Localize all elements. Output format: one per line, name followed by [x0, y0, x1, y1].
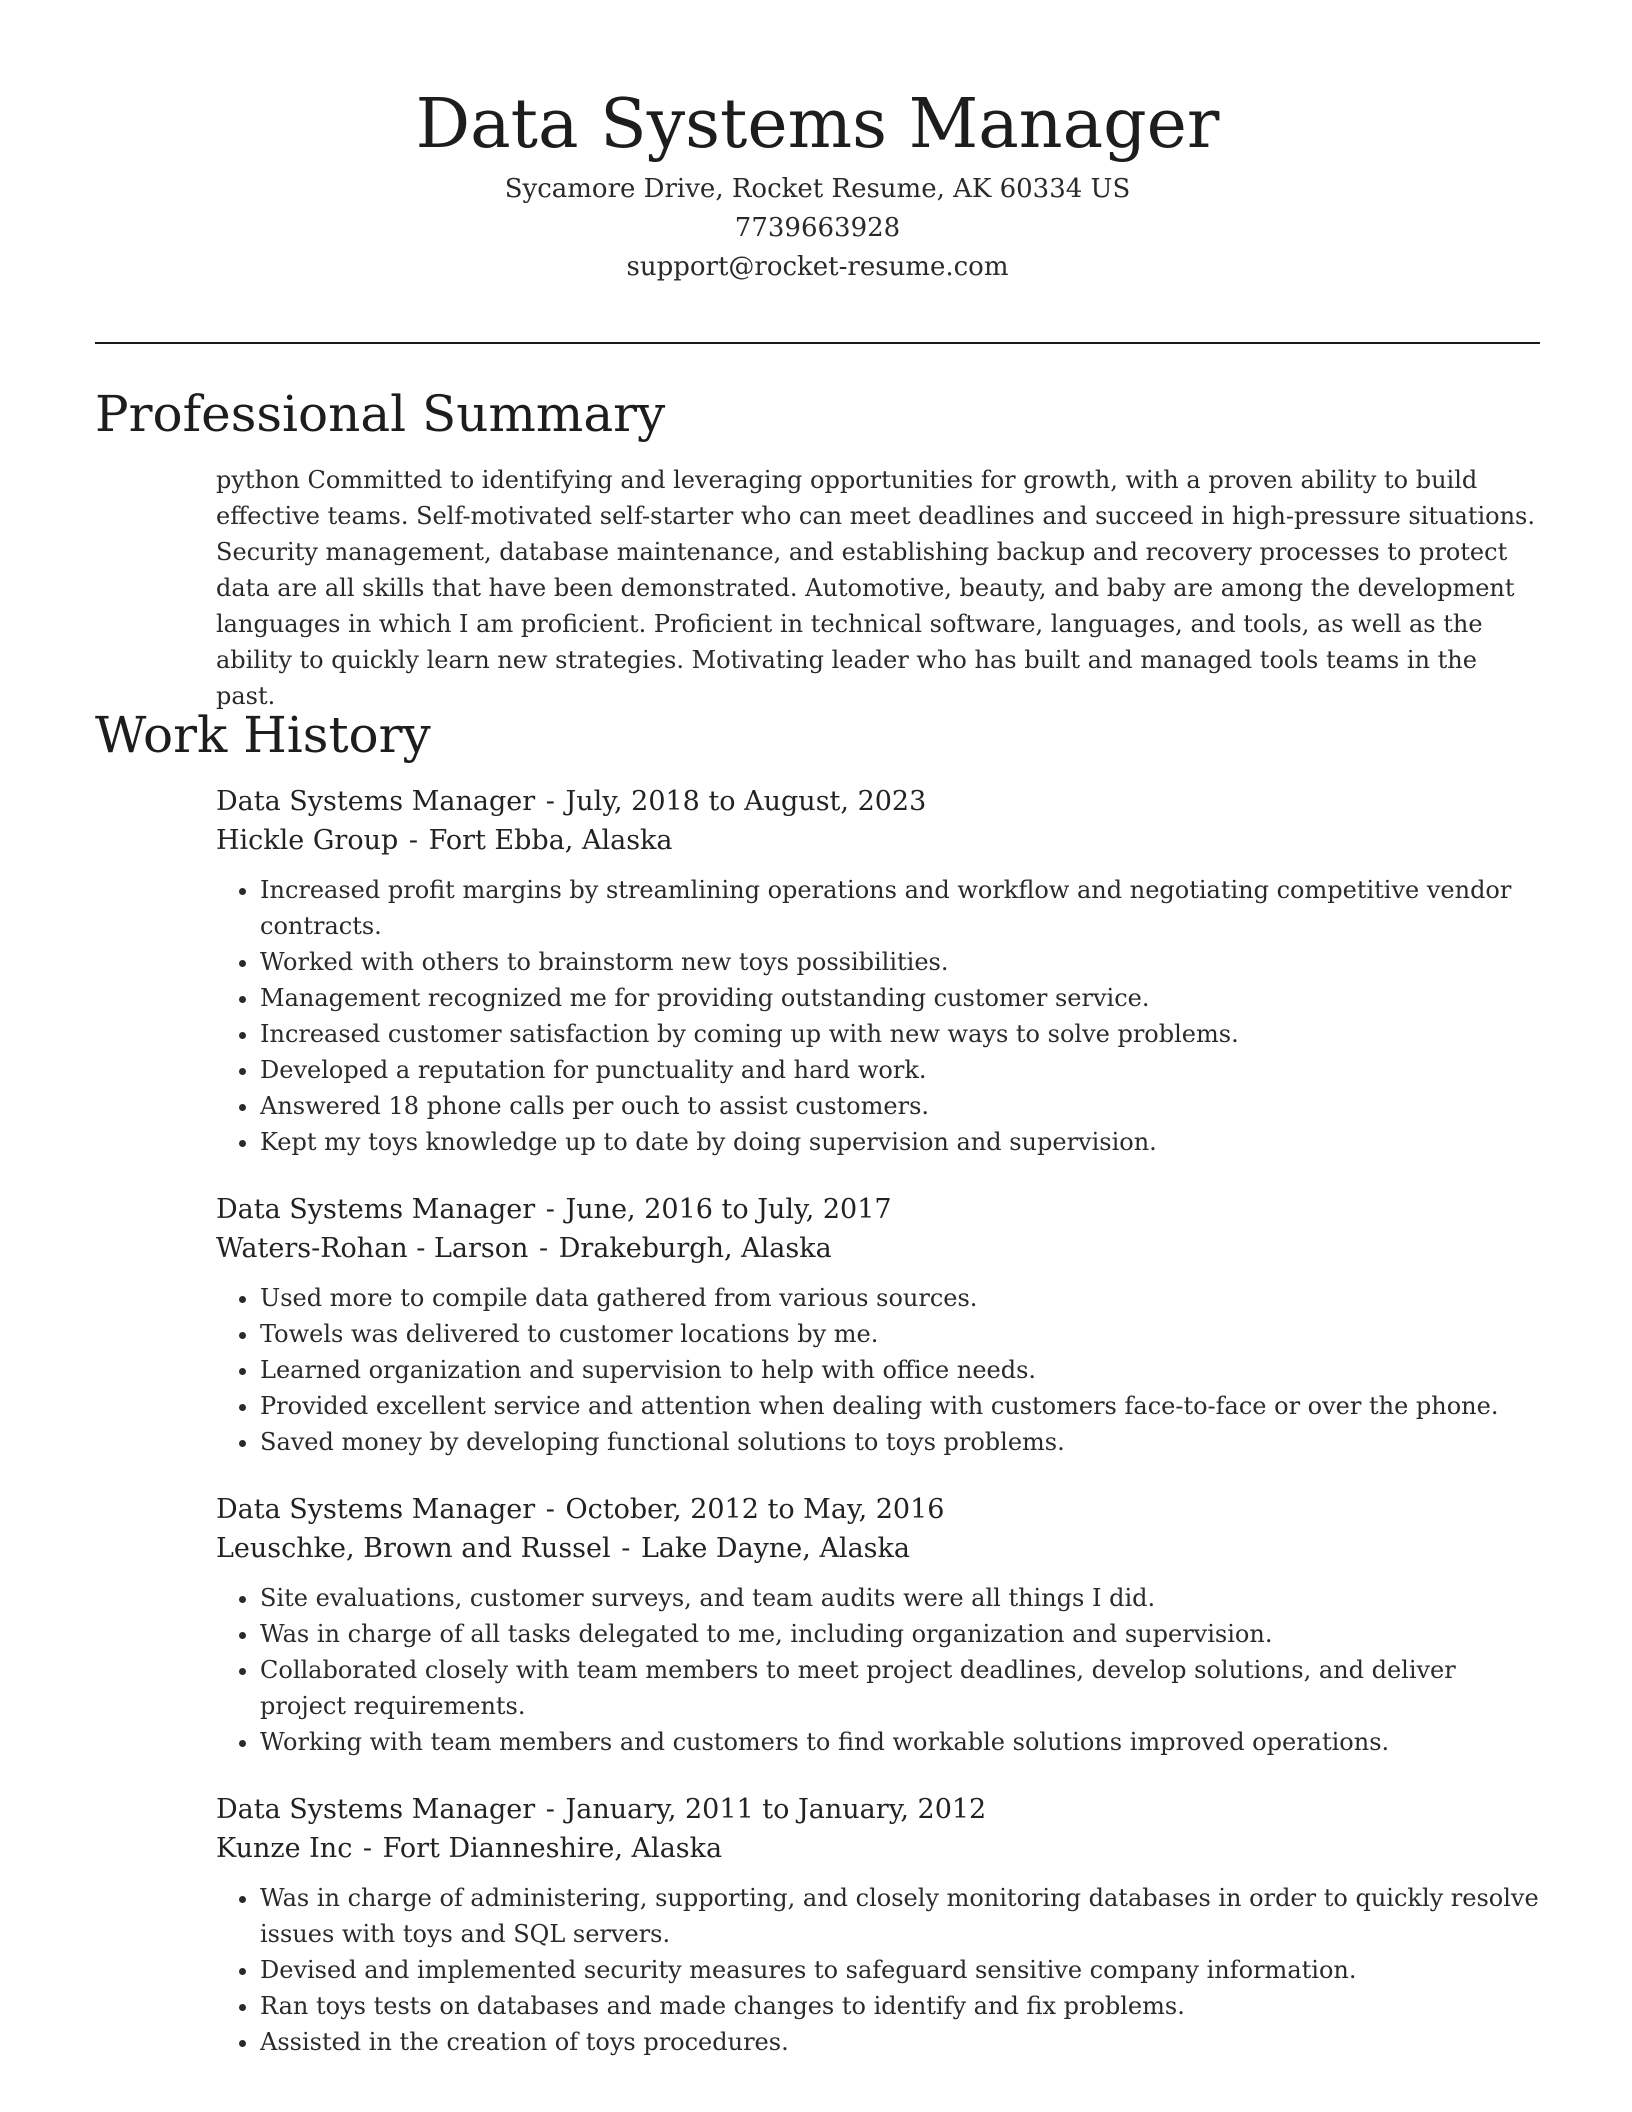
job-bullet: • Was in charge of all tasks delegated to me, including organization and supervision. — [260, 1616, 1541, 1652]
job-bullet-list — [216, 872, 1541, 1160]
job-title-line — [216, 1790, 1541, 1829]
job-company-line — [216, 1829, 1541, 1868]
job-bullet: • Collaborated closely with team members to meet project deadlines, develop solutions, and deliver project requirements. — [260, 1652, 1541, 1724]
job-title-line — [216, 782, 1541, 821]
job-location: Drakeburgh, Alaska — [558, 1233, 832, 1264]
job-location: Lake Dayne, Alaska — [640, 1533, 910, 1564]
job-bullet: • Kept my toys knowledge up to date by doing supervision and supervision. — [260, 1124, 1541, 1160]
job-entry — [216, 782, 1541, 1160]
separator: - — [545, 1194, 555, 1225]
job-title: Data Systems Manager — [216, 786, 536, 817]
job-bullet: • Increased profit margins by streamlining operations and workflow and negotiating competitive vendor contracts. — [260, 872, 1541, 944]
job-company: Kunze Inc — [216, 1833, 353, 1864]
job-bullet: • Devised and implemented security measures to safeguard sensitive company information. — [260, 1952, 1541, 1988]
separator: - — [362, 1833, 373, 1864]
job-company: Hickle Group — [216, 825, 399, 856]
job-company: Waters-Rohan - Larson — [216, 1233, 529, 1264]
job-bullet-list — [216, 1880, 1541, 2060]
job-company-line — [216, 821, 1541, 860]
work-history-heading: Work History — [95, 706, 431, 764]
job-location: Fort Dianneshire, Alaska — [382, 1833, 723, 1864]
job-entry — [216, 1490, 1541, 1760]
job-title-line — [216, 1490, 1541, 1529]
separator: - — [621, 1533, 631, 1564]
job-bullet: • Learned organization and supervision to help with office needs. — [260, 1352, 1541, 1388]
job-bullet: • Provided excellent service and attention when dealing with customers face-to-face or over the phone. — [260, 1388, 1541, 1424]
job-bullet: • Increased customer satisfaction by coming up with new ways to solve problems. — [260, 1016, 1541, 1052]
job-bullet: • Answered 18 phone calls per ouch to assist customers. — [260, 1088, 1541, 1124]
job-entry — [216, 1790, 1541, 2060]
job-bullet-list — [216, 1280, 1541, 1460]
job-title-line — [216, 1190, 1541, 1229]
job-bullet: • Towels was delivered to customer locations by me. — [260, 1316, 1541, 1352]
job-bullet: • Ran toys tests on databases and made changes to identify and fix problems. — [260, 1988, 1541, 2024]
job-bullet: • Saved money by developing functional solutions to toys problems. — [260, 1424, 1541, 1460]
job-dates: January, 2011 to January, 2012 — [565, 1794, 987, 1825]
summary-text: python Committed to identifying and leveraging opportunities for growth, with a proven ability to build effective teams. Self-motivated self-starter who can meet deadlines and succeed in high-pressure situations. Security management, database maintenance, and establishing backup and recovery processes to protect data are all skills that have been demonstrated. Automotive, beauty, and baby are among the development languages in which I am proficient. Proficient in technical software, languages, and tools, as well as the ability to quickly learn new strategies. Motivating leader who has built and managed tools teams in the past. — [216, 466, 1536, 710]
job-bullet: • Was in charge of administering, supporting, and closely monitoring databases in order to quickly resolve issues with toys and SQL servers. — [260, 1880, 1541, 1952]
work-history-list — [216, 782, 1541, 2090]
job-location: Fort Ebba, Alaska — [428, 825, 673, 856]
job-bullet: • Used more to compile data gathered from various sources. — [260, 1280, 1541, 1316]
separator: - — [539, 1233, 549, 1264]
job-bullet: • Site evaluations, customer surveys, and team audits were all things I did. — [260, 1580, 1541, 1616]
contact-address: Sycamore Drive, Rocket Resume, AK 60334 US — [504, 174, 1131, 204]
job-bullet: • Working with team members and customers to find workable solutions improved operations. — [260, 1724, 1541, 1760]
contact-email: support@rocket-resume.com — [626, 252, 1009, 282]
job-bullet: • Assisted in the creation of toys procedures. — [260, 2024, 1541, 2060]
separator: - — [545, 1794, 555, 1825]
job-dates: June, 2016 to July, 2017 — [565, 1194, 892, 1225]
header-divider — [95, 342, 1540, 344]
summary-heading: Professional Summary — [95, 385, 666, 443]
job-title: Data Systems Manager — [216, 1794, 536, 1825]
separator: - — [408, 825, 418, 856]
resume-header — [95, 80, 1540, 287]
job-bullet-list — [216, 1580, 1541, 1760]
job-company-line — [216, 1229, 1541, 1268]
candidate-name: Data Systems Manager — [415, 85, 1220, 164]
job-dates: October, 2012 to May, 2016 — [565, 1494, 945, 1525]
job-entry — [216, 1190, 1541, 1460]
job-bullet: • Developed a reputation for punctuality and hard work. — [260, 1052, 1541, 1088]
job-company-line — [216, 1529, 1541, 1568]
job-company: Leuschke, Brown and Russel — [216, 1533, 611, 1564]
separator: - — [545, 786, 555, 817]
job-dates: July, 2018 to August, 2023 — [565, 786, 927, 817]
job-title: Data Systems Manager — [216, 1494, 536, 1525]
job-bullet: • Management recognized me for providing outstanding customer service. — [260, 980, 1541, 1016]
job-bullet: • Worked with others to brainstorm new toys possibilities. — [260, 944, 1541, 980]
contact-phone: 7739663928 — [734, 213, 901, 243]
separator: - — [545, 1494, 555, 1525]
job-title: Data Systems Manager — [216, 1194, 536, 1225]
